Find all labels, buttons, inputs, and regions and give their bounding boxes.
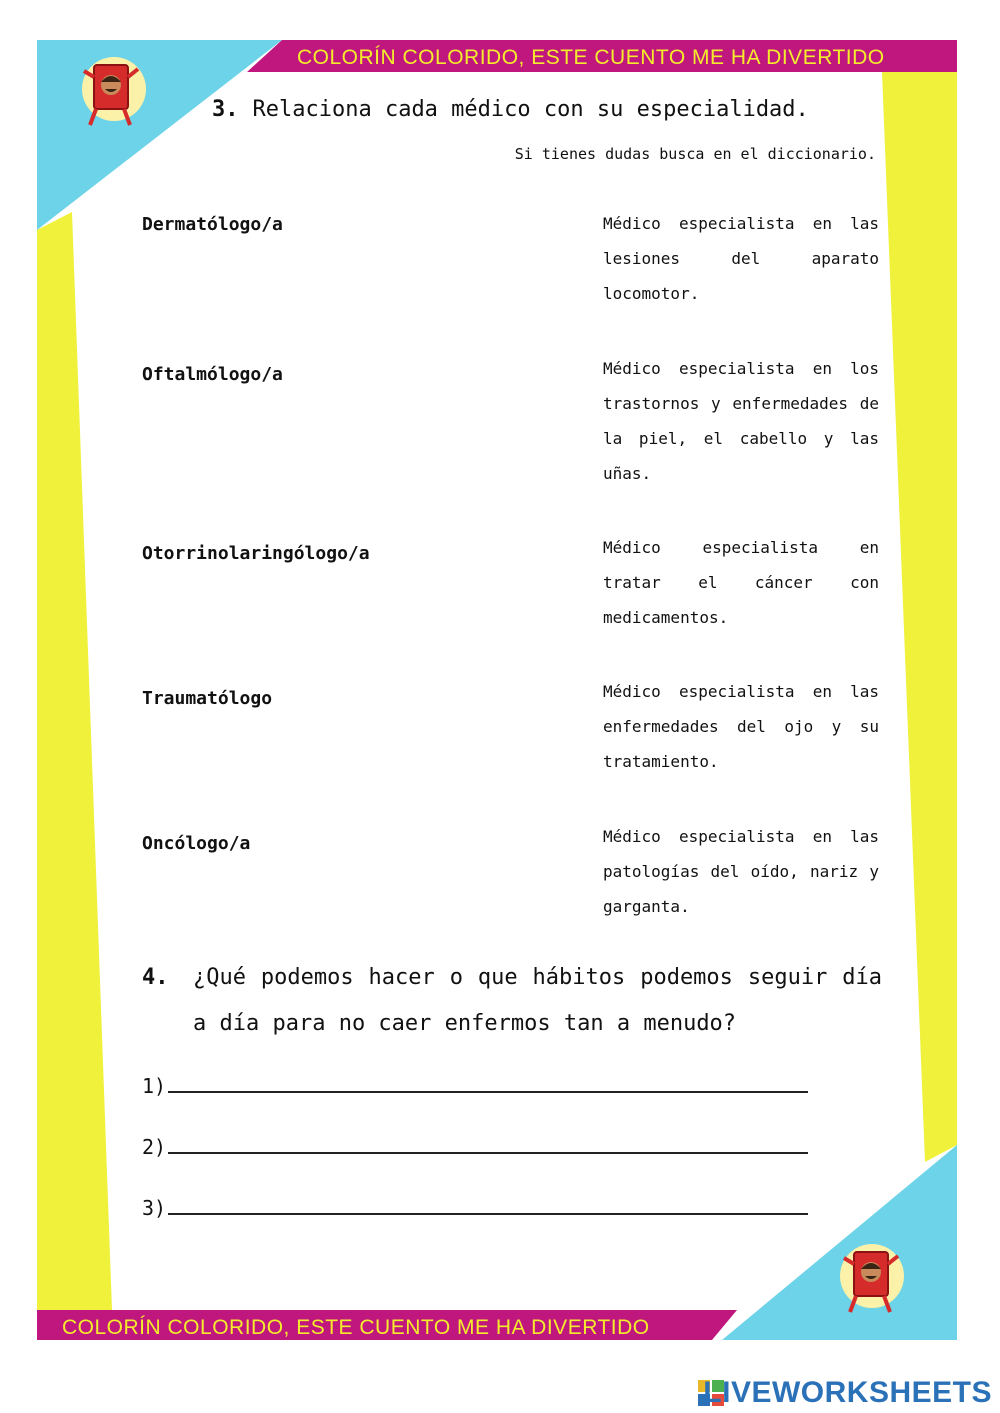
dictionary-hint: Si tienes dudas busca en el diccionario. — [514, 145, 876, 163]
exercise-4-text: ¿Qué podemos hacer o que hábitos podemos seguir día a día para no caer enfermos tan a menudo? — [193, 965, 882, 1036]
book-mascot-icon — [76, 55, 148, 131]
exercise-4-question — [142, 955, 882, 1047]
cyan-corner-top — [37, 40, 282, 230]
answer-label-1: 1) — [142, 1074, 167, 1098]
exercise-3-instruction: Relaciona cada médico con su especialidad. — [252, 97, 809, 122]
term-oftalmologo[interactable]: Oftalmólogo/a — [142, 364, 283, 385]
definition-2[interactable]: Médico especialista en los trastornos y enfermedades de la piel, el cabello y las uñas. — [603, 359, 879, 483]
definition-3[interactable]: Médico especialista en tratar el cáncer con medicamentos. — [603, 538, 879, 627]
answer-label-2: 2) — [142, 1135, 167, 1159]
yellow-strip-right — [882, 40, 957, 1162]
answer-line-1[interactable] — [142, 1074, 808, 1098]
exercise-4-number: 4. — [142, 965, 169, 990]
banner-bottom-text: COLORÍN COLORIDO, ESTE CUENTO ME HA DIVERTIDO — [62, 1316, 650, 1339]
book-mascot-icon-bottom — [836, 1240, 908, 1316]
banner-top-text: COLORÍN COLORIDO, ESTE CUENTO ME HA DIVERTIDO — [297, 46, 885, 69]
term-dermatologo[interactable]: Dermatólogo/a — [142, 214, 283, 235]
answer-line-2[interactable] — [142, 1135, 808, 1159]
definition-4[interactable]: Médico especialista en las enfermedades del ojo y su tratamiento. — [603, 682, 879, 771]
answer-line-3[interactable] — [142, 1196, 808, 1220]
answer-input-2[interactable] — [168, 1138, 808, 1154]
exercise-3-number: 3. — [212, 97, 239, 122]
answer-label-3: 3) — [142, 1196, 167, 1220]
answer-input-3[interactable] — [168, 1199, 808, 1215]
liveworksheets-brand: LIVEWORKSHEETS — [703, 1376, 992, 1409]
term-oncologo[interactable]: Oncólogo/a — [142, 833, 251, 854]
definition-1[interactable]: Médico especialista en las lesiones del aparato locomotor. — [603, 214, 879, 303]
definition-5[interactable]: Médico especialista en las patologías del oído, nariz y garganta. — [603, 827, 879, 916]
exercise-3-title — [212, 97, 809, 122]
yellow-strip-left — [37, 212, 112, 1310]
term-otorrinolaringologo[interactable]: Otorrinolaringólogo/a — [142, 543, 370, 564]
answer-input-1[interactable] — [168, 1077, 808, 1093]
term-traumatologo[interactable]: Traumatólogo — [142, 688, 273, 709]
